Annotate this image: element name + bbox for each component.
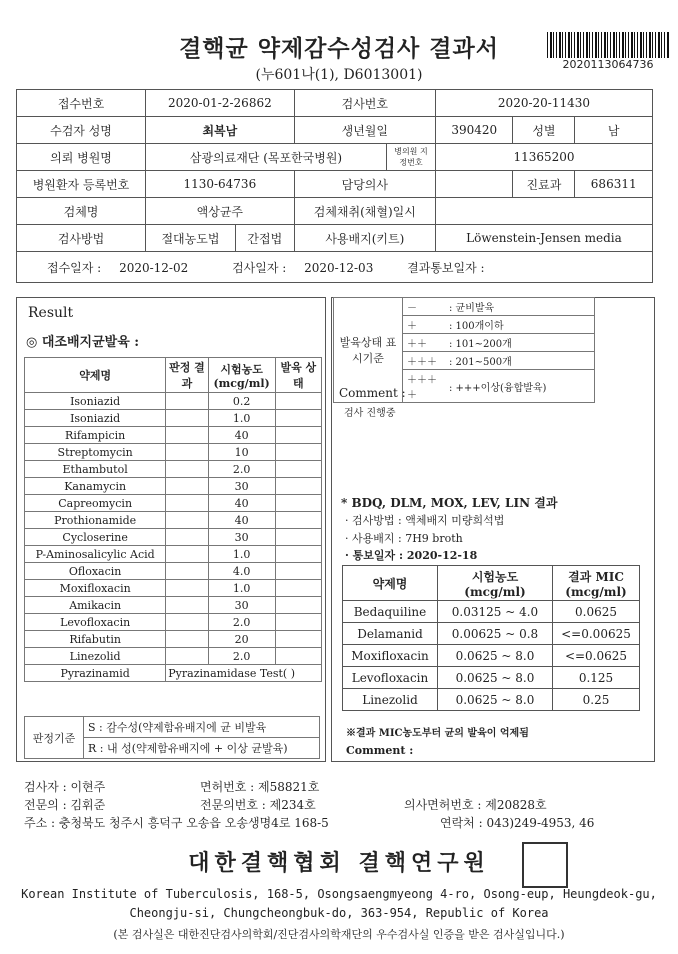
exam-date: 2020-12-03 — [304, 260, 374, 275]
conc-cell: 4.0 — [208, 563, 275, 580]
examiner: 검사자 : 이현주 — [24, 780, 106, 794]
drug-name: Prothionamide — [25, 512, 166, 529]
conc-cell: 1.0 — [208, 546, 275, 563]
growth-cell — [275, 614, 321, 631]
judge-cell — [166, 393, 208, 410]
growth-cell — [275, 631, 321, 648]
label: 검체채취(채혈)일시 — [294, 198, 435, 225]
collection-time — [435, 198, 652, 225]
drug-name: Isoniazid — [25, 410, 166, 427]
growth-cell — [275, 529, 321, 546]
growth-cell — [275, 512, 321, 529]
judge-cell — [166, 580, 208, 597]
drug-name: Kanamycin — [25, 478, 166, 495]
comment-label: Comment : — [339, 386, 406, 400]
drug-name: Linezolid — [25, 648, 166, 665]
label: 검사번호 — [294, 90, 435, 117]
table-row — [25, 631, 322, 648]
drug-name: Moxifloxacin — [25, 580, 166, 597]
table-row — [343, 667, 640, 689]
receipt-no: 2020-01-2-26862 — [146, 90, 295, 117]
growth-cell — [275, 444, 321, 461]
judge-cell — [166, 529, 208, 546]
status-symbol: ＋＋＋＋ — [403, 370, 446, 403]
table-row — [334, 298, 595, 316]
label: 결과통보일자 : — [407, 260, 485, 275]
label: 검사방법 — [17, 225, 146, 252]
control-growth-label: ◎ 대조배지균발육 : — [26, 335, 140, 350]
mic-drug: Moxifloxacin — [343, 645, 438, 667]
table-row — [25, 597, 322, 614]
mic-value: <=0.00625 — [553, 623, 640, 645]
criteria-table — [24, 716, 320, 759]
status-desc: : 101~200개 — [445, 334, 595, 352]
result-title: Result — [28, 305, 74, 321]
conc-cell: 40 — [208, 427, 275, 444]
label: 의뢰 병원명 — [17, 144, 146, 171]
col-drug: 약제명 — [343, 566, 438, 601]
table-row — [25, 614, 322, 631]
drug-name: Rifampicin — [25, 427, 166, 444]
organization-name: 대한결핵협회 결핵연구원 — [188, 850, 490, 876]
table-row — [25, 427, 322, 444]
mic-value: <=0.0625 — [553, 645, 640, 667]
conc-cell: 1.0 — [208, 410, 275, 427]
mic-drug: Levofloxacin — [343, 667, 438, 689]
phone: 연락처 : 043)249-4953, 46 — [440, 816, 595, 830]
doctor-license-no: 의사면허번호 : 제20828호 — [404, 798, 547, 812]
judge-cell — [166, 461, 208, 478]
conc-cell: 40 — [208, 495, 275, 512]
pza-drug: Pyrazinamid — [25, 665, 166, 682]
bdq-title: * BDQ, DLM, MOX, LEV, LIN 결과 — [341, 496, 558, 510]
judge-cell — [166, 444, 208, 461]
drug-table — [24, 357, 322, 682]
label: 검사일자 : — [232, 260, 287, 275]
conc-cell: 30 — [208, 478, 275, 495]
label: 담당의사 — [294, 171, 435, 198]
drug-name: Levofloxacin — [25, 614, 166, 631]
criteria-s: S : 감수성(약제함유배지에 균 비발육 — [84, 717, 320, 738]
growth-cell — [275, 648, 321, 665]
method2: 간접법 — [235, 225, 294, 252]
conc-cell: 30 — [208, 529, 275, 546]
criteria-r: R : 내 성(약제함유배지에 + 이상 균발육) — [84, 738, 320, 759]
patient-info-table — [16, 89, 653, 283]
status-desc: : 균비발육 — [445, 298, 595, 316]
conc-cell: 0.2 — [208, 393, 275, 410]
judge-cell — [166, 631, 208, 648]
bdq-method: · 검사방법 : 액체배지 미량희석법 — [345, 514, 505, 527]
conc-cell: 20 — [208, 631, 275, 648]
table-row — [25, 648, 322, 665]
mic-drug: Linezolid — [343, 689, 438, 711]
judge-cell — [166, 427, 208, 444]
conc-cell: 2.0 — [208, 614, 275, 631]
growth-cell — [275, 546, 321, 563]
col-conc: 시험농도 (mcg/ml) — [208, 358, 275, 393]
document-title: 결핵균 약제감수성검사 결과서 — [179, 35, 499, 62]
col-drug: 약제명 — [25, 358, 166, 393]
judge-cell — [166, 478, 208, 495]
table-row — [25, 495, 322, 512]
label: 병의원 지정번호 — [386, 144, 435, 171]
label: 검체명 — [17, 198, 146, 225]
growth-cell — [275, 580, 321, 597]
label: 생년월일 — [294, 117, 435, 144]
mic-note: ※결과 MIC농도부터 균의 발육이 억제됨 — [346, 728, 529, 739]
status-desc: : 201~500개 — [445, 352, 595, 370]
hospital-code: 11365200 — [435, 144, 652, 171]
table-row — [343, 623, 640, 645]
table-row — [343, 645, 640, 667]
address: 주소 : 충청북도 청주시 흥덕구 오송읍 오송생명4로 168-5 — [24, 816, 329, 830]
label: 병원환자 등록번호 — [17, 171, 146, 198]
conc-cell: 40 — [208, 512, 275, 529]
table-row — [25, 529, 322, 546]
status-desc: : 100개이하 — [445, 316, 595, 334]
judge-cell — [166, 495, 208, 512]
registration-no: 1130-64736 — [146, 171, 295, 198]
growth-cell — [275, 563, 321, 580]
label: 성별 — [513, 117, 575, 144]
criteria-label: 판정기준 — [25, 717, 84, 759]
growth-cell — [275, 495, 321, 512]
judge-cell — [166, 614, 208, 631]
status-symbol: － — [403, 298, 446, 316]
bdq-comment-label: Comment : — [346, 744, 414, 757]
label: 접수일자 : — [47, 260, 102, 275]
sex: 남 — [575, 117, 653, 144]
barcode-image — [547, 32, 669, 58]
table-row — [25, 461, 322, 478]
conc-cell: 1.0 — [208, 580, 275, 597]
specimen: 액상균주 — [146, 198, 295, 225]
medium: Löwenstein-Jensen media — [435, 225, 652, 252]
conc-cell: 30 — [208, 597, 275, 614]
specialist-no: 전문의번호 : 제234호 — [200, 798, 316, 812]
mic-value: 0.125 — [553, 667, 640, 689]
method: 절대농도법 — [146, 225, 236, 252]
judge-cell — [166, 546, 208, 563]
license-no: 면허번호 : 제58821호 — [200, 780, 320, 794]
bdq-notify: · 통보일자 : 2020-12-18 — [345, 549, 478, 562]
mic-drug: Delamanid — [343, 623, 438, 645]
mic-table — [342, 565, 640, 711]
drug-name: Cycloserine — [25, 529, 166, 546]
conc-cell: 2.0 — [208, 648, 275, 665]
receipt-date: 2020-12-02 — [119, 260, 189, 275]
status-label: 발육상태 표시기준 — [334, 298, 403, 403]
mic-range: 0.0625 ~ 8.0 — [438, 689, 553, 711]
judge-cell — [166, 597, 208, 614]
patient-name: 최복남 — [146, 117, 295, 144]
conc-cell: 2.0 — [208, 461, 275, 478]
mic-value: 0.0625 — [553, 601, 640, 623]
doctor — [435, 171, 513, 198]
mic-range: 0.0625 ~ 8.0 — [438, 667, 553, 689]
growth-cell — [275, 427, 321, 444]
table-row — [343, 689, 640, 711]
growth-cell — [275, 393, 321, 410]
growth-cell — [275, 410, 321, 427]
department: 686311 — [575, 171, 653, 198]
drug-name: Streptomycin — [25, 444, 166, 461]
conc-cell: 10 — [208, 444, 275, 461]
certification-note: (본 검사실은 대한진단검사의학회/진단검사의학재단의 우수검사실 인증을 받은 검사실입니다.) — [113, 928, 565, 941]
col-range: 시험농도 (mcg/ml) — [438, 566, 553, 601]
status-symbol: ＋＋＋ — [403, 352, 446, 370]
label: 진료과 — [513, 171, 575, 198]
specialist: 전문의 : 김휘준 — [24, 798, 106, 812]
mic-range: 0.0625 ~ 8.0 — [438, 645, 553, 667]
status-symbol: ＋＋ — [403, 334, 446, 352]
growth-cell — [275, 478, 321, 495]
drug-name: Ofloxacin — [25, 563, 166, 580]
exam-no: 2020-20-11430 — [435, 90, 652, 117]
table-row — [343, 601, 640, 623]
document-subtitle: (누601나(1), D6013001) — [255, 67, 423, 83]
table-row — [25, 410, 322, 427]
label: 접수번호 — [17, 90, 146, 117]
barcode-number: 2020113064736 — [562, 58, 654, 71]
drug-name: Rifabutin — [25, 631, 166, 648]
table-row — [25, 580, 322, 597]
mic-value: 0.25 — [553, 689, 640, 711]
mic-range: 0.03125 ~ 4.0 — [438, 601, 553, 623]
mic-drug: Bedaquiline — [343, 601, 438, 623]
judge-cell — [166, 512, 208, 529]
table-row — [25, 563, 322, 580]
col-growth: 발육 상태 — [275, 358, 321, 393]
drug-name: Amikacin — [25, 597, 166, 614]
drug-name: P-Aminosalicylic Acid — [25, 546, 166, 563]
address-en-1: Korean Institute of Tuberculosis, 168-5, Osongsaengmyeong 4-ro, Osong-eup, Heungdeok-gu, — [21, 887, 657, 901]
label: 사용배지(키트) — [294, 225, 435, 252]
pza-test: Pyrazinamidase Test( ) — [166, 665, 322, 682]
table-row — [25, 393, 322, 410]
comment-text: 검사 진행중 — [344, 408, 396, 419]
hospital-name: 삼광의료재단 (목포한국병원) — [146, 144, 387, 171]
table-row — [25, 444, 322, 461]
address-en-2: Cheongju-si, Chungcheongbuk-do, 363-954, Republic of Korea — [129, 906, 549, 920]
judge-cell — [166, 648, 208, 665]
mic-range: 0.00625 ~ 0.8 — [438, 623, 553, 645]
drug-name: Ethambutol — [25, 461, 166, 478]
growth-cell — [275, 461, 321, 478]
status-symbol: ＋ — [403, 316, 446, 334]
birth-date: 390420 — [435, 117, 513, 144]
table-row — [25, 546, 322, 563]
col-judge: 판정 결과 — [166, 358, 208, 393]
label: 수검자 성명 — [17, 117, 146, 144]
status-desc: : +++이상(융합발육) — [445, 370, 595, 403]
official-seal — [522, 842, 568, 888]
growth-cell — [275, 597, 321, 614]
judge-cell — [166, 410, 208, 427]
drug-name: Capreomycin — [25, 495, 166, 512]
table-row — [25, 478, 322, 495]
drug-name: Isoniazid — [25, 393, 166, 410]
table-row — [25, 512, 322, 529]
judge-cell — [166, 563, 208, 580]
col-mic: 결과 MIC (mcg/ml) — [553, 566, 640, 601]
bdq-medium: · 사용배지 : 7H9 broth — [345, 532, 463, 545]
